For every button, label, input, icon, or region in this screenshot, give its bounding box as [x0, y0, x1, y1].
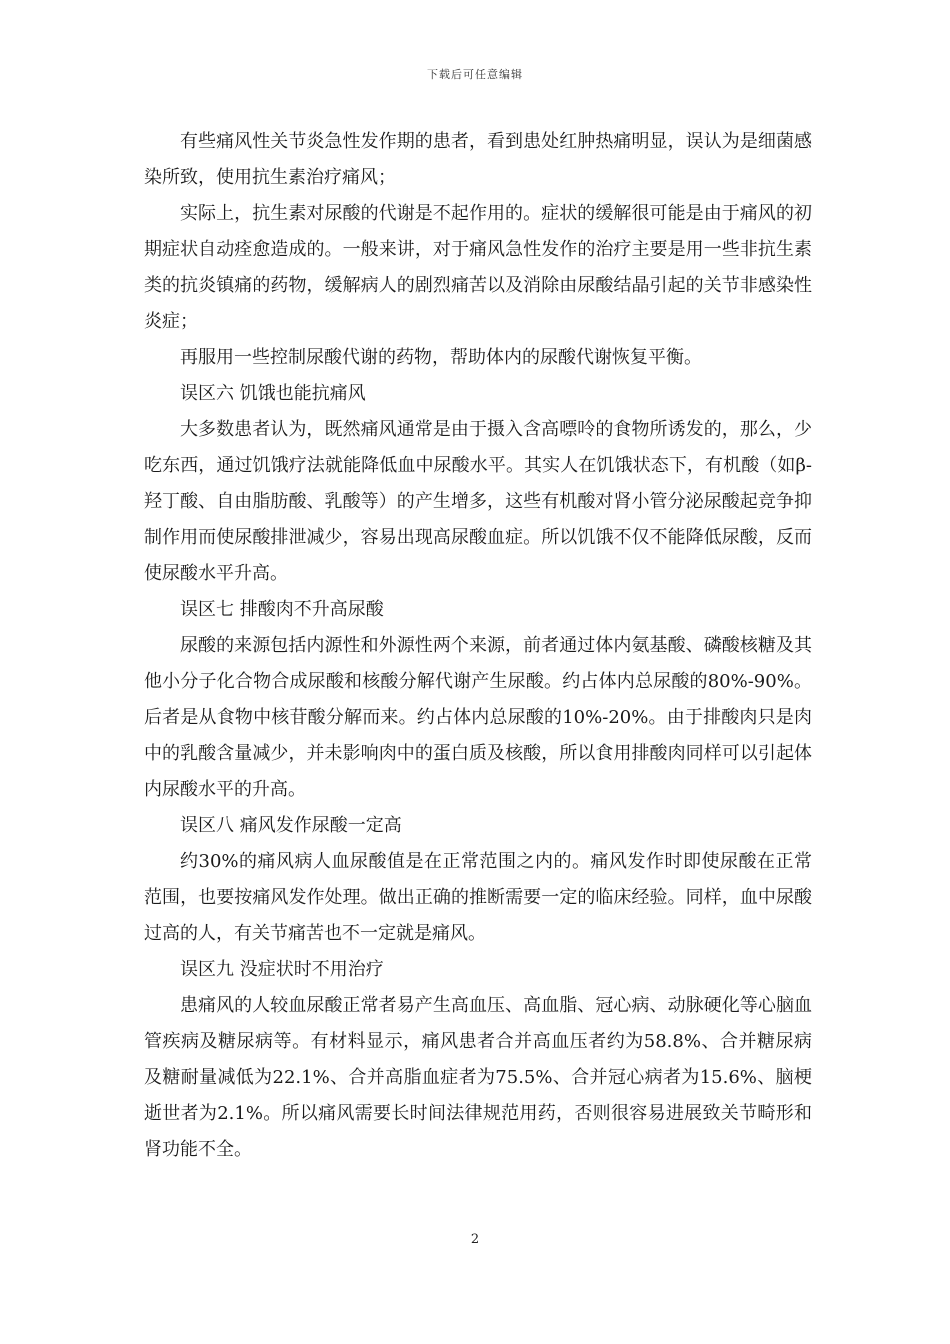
paragraph: 有些痛风性关节炎急性发作期的患者，看到患处红肿热痛明显，误认为是细菌感染所致，使用抗生素治疗痛风；	[144, 131, 812, 188]
paragraph: 大多数患者认为，既然痛风通常是由于摄入含高嘌呤的食物所诱发的，那么，少吃东西，通过饥饿疗法就能降低血中尿酸水平。其实人在饥饿状态下，有机酸（如β-羟丁酸、自由脂肪酸、乳酸等）的产生增多，这些有机酸对肾小管分泌尿酸起竞争抑制作用而使尿酸排泄减少，容易出现高尿酸血症。所以饥饿不仅不能降低尿酸，反而使尿酸水平升高。	[144, 419, 812, 584]
document-body	[144, 124, 812, 1168]
paragraph: 实际上，抗生素对尿酸的代谢是不起作用的。症状的缓解很可能是由于痛风的初期症状自动痊愈造成的。一般来讲，对于痛风急性发作的治疗主要是用一些非抗生素类的抗炎镇痛的药物，缓解病人的剧烈痛苦以及消除由尿酸结晶引起的关节非感染性炎症；	[144, 203, 812, 332]
paragraph: 约30%的痛风病人血尿酸值是在正常范围之内的。痛风发作时即使尿酸在正常范围，也要按痛风发作处理。做出正确的推断需要一定的临床经验。同样，血中尿酸过高的人，有关节痛苦也不一定就是痛风。	[144, 851, 812, 944]
header-note: 下载后可任意编辑	[427, 68, 523, 81]
section-heading: 误区八 痛风发作尿酸一定高	[180, 815, 402, 836]
section-heading: 误区六 饥饿也能抗痛风	[180, 383, 366, 404]
paragraph: 尿酸的来源包括内源性和外源性两个来源，前者通过体内氨基酸、磷酸核糖及其他小分子化合物合成尿酸和核酸分解代谢产生尿酸。约占体内总尿酸的80%-90%。后者是从食物中核苷酸分解而来。约占体内总尿酸的10%-20%。由于排酸肉只是肉中的乳酸含量减少，并未影响肉中的蛋白质及核酸，所以食用排酸肉同样可以引起体内尿酸水平的升高。	[144, 635, 812, 800]
section-heading: 误区九 没症状时不用治疗	[180, 959, 384, 980]
page-number: 2	[470, 1232, 480, 1247]
paragraph: 再服用一些控制尿酸代谢的药物，帮助体内的尿酸代谢恢复平衡。	[180, 347, 702, 368]
paragraph: 患痛风的人较血尿酸正常者易产生高血压、高血脂、冠心病、动脉硬化等心脑血管疾病及糖尿病等。有材料显示，痛风患者合并高血压者约为58.8%、合并糖尿病及糖耐量减低为22.1%、合并高脂血症者为75.5%、合并冠心病者为15.6%、脑梗逝世者为2.1%。所以痛风需要长时间法律规范用药，否则很容易进展致关节畸形和肾功能不全。	[144, 995, 812, 1160]
section-heading: 误区七 排酸肉不升高尿酸	[180, 599, 384, 620]
